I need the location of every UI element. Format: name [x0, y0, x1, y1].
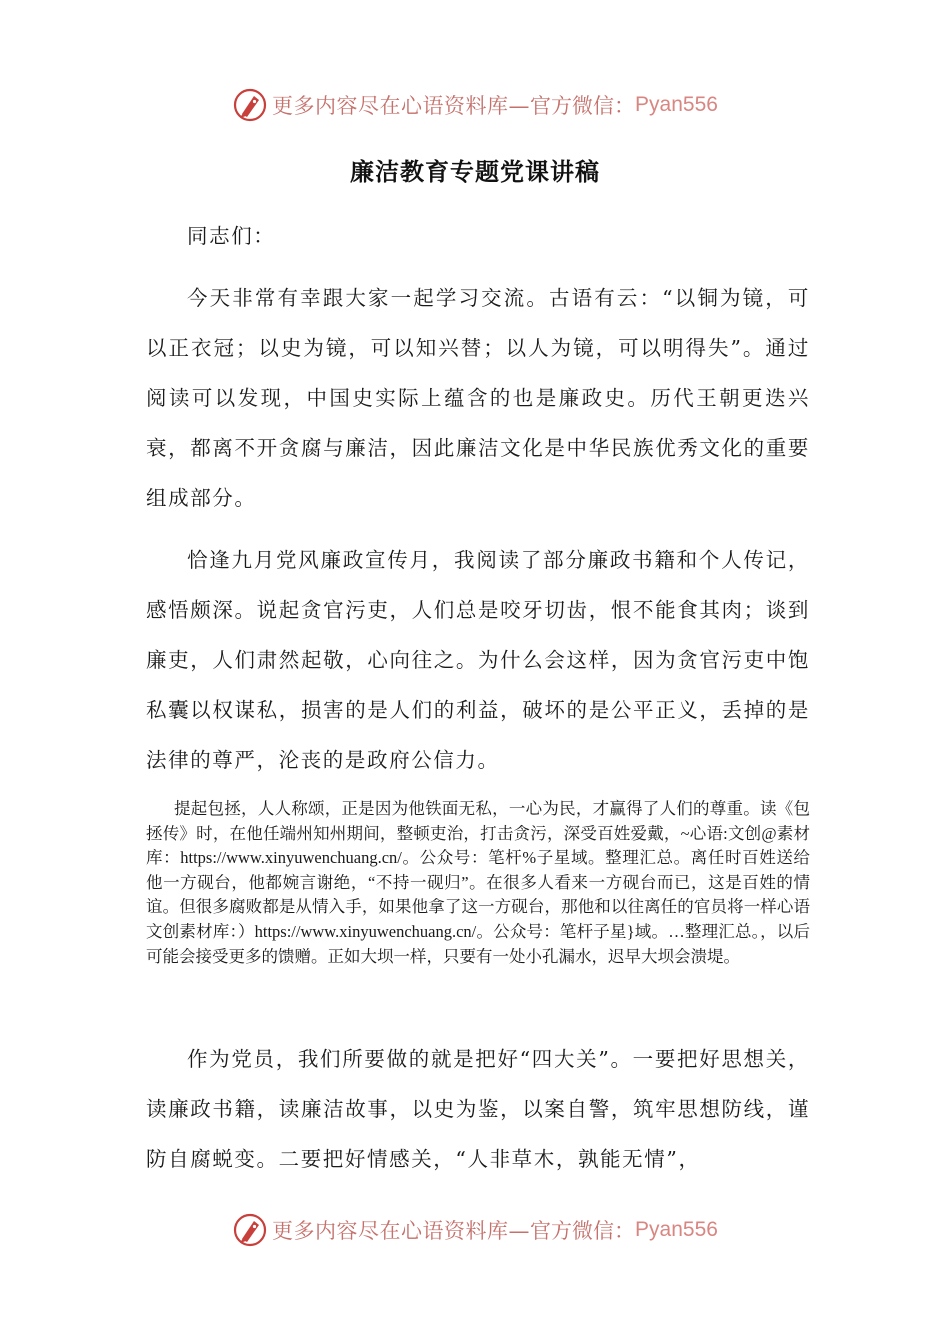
paragraph-3: 提起包拯，人人称颂，正是因为他铁面无私，一心为民，才赢得了人们的尊重。读《包拯传》时，在他任端州知州期间，整顿吏治，打击贪污，深受百姓爱戴，~心语:文创@素材库：https://www.xinyuwenchuang.cn/。公众号：笔杆%子星域。整理汇总。离任时百姓送给他一方砚台，他都婉言谢绝，“不持一砚归”。在很多人看来一方砚台而已，这是百姓的情谊。但很多腐败都是从情入手，如果他拿了这一方砚台，那他和以往离任的官员将一样心语文创素材库：）https://www.xinyuwenchuang.cn/。公众号：笔杆子星}域。…整理汇总。，以后可能会接受更多的馈赠。正如大坝一样，只要有一处小孔漏水，迟早大坝会溃堤。 [146, 799, 810, 966]
footer-watermark [0, 1210, 950, 1250]
watermark-text: 更多内容尽在心语资料库— [272, 1219, 531, 1243]
watermark-wechat-id: Pyan556 [635, 93, 718, 116]
watermark-text: 更多内容尽在心语资料库— [272, 94, 531, 118]
header-watermark [0, 85, 950, 125]
pen-nib-logo-icon [232, 87, 268, 123]
watermark-wechat-id: Pyan556 [635, 1218, 718, 1241]
paragraph-1: 今天非常有幸跟大家一起学习交流。古语有云：“以铜为镜，可以正衣冠；以史为镜，可以知兴替；以人为镜，可以明得失”。通过阅读可以发现，中国史实际上蕴含的也是廉政史。历代王朝更迭兴衰，都离不开贪腐与廉洁，因此廉洁文化是中华民族优秀文化的重要组成部分。 [146, 286, 810, 510]
watermark-wechat-label: 官方微信： [530, 1219, 636, 1243]
pen-nib-logo-icon [232, 1212, 268, 1248]
paragraph-2: 恰逢九月党风廉政宣传月，我阅读了部分廉政书籍和个人传记，感悟颇深。说起贪官污吏，人们总是咬牙切齿，恨不能食其肉；谈到廉吏，人们肃然起敬，心向往之。为什么会这样，因为贪官污吏中饱私囊以权谋私，损害的是人们的利益，破坏的是公平正义，丢掉的是法律的尊严，沦丧的是政府公信力。 [146, 548, 810, 772]
salutation: 同志们： [187, 224, 276, 248]
paragraph-4: 作为党员，我们所要做的就是把好“四大关”。一要把好思想关，读廉政书籍，读廉洁故事，以史为鉴，以案自警，筑牢思想防线，谨防自腐蜕变。二要把好情感关，“人非草木，孰能无情”， [146, 1047, 810, 1171]
document-title: 廉洁教育专题党课讲稿 [350, 158, 600, 186]
watermark-wechat-label: 官方微信： [530, 94, 636, 118]
